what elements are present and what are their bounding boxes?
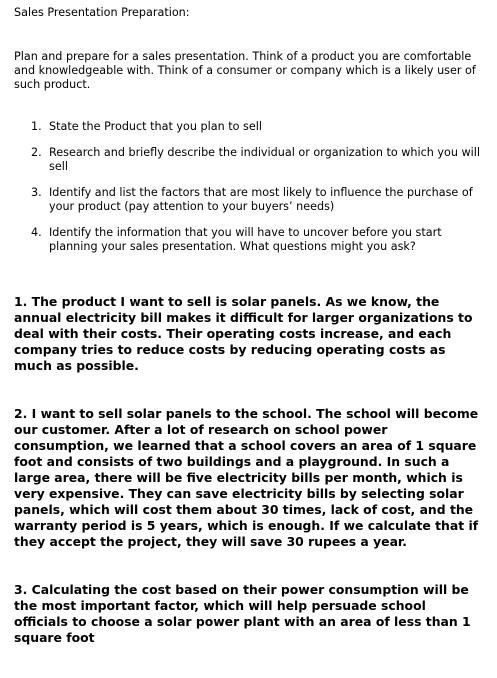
answers-section <box>14 294 484 678</box>
task-text: Identify and list the factors that are most likely to influence the purchase of your product (pay attention to your buyers’ needs) <box>49 186 473 213</box>
task-item <box>14 226 482 254</box>
task-number: 2. <box>31 146 42 159</box>
intro-paragraph: Plan and prepare for a sales presentation. Think of a product you are comfortable and knowledgeable with. Think of a consumer or company which is a likely user of such product. <box>14 50 476 91</box>
answer-paragraph: 3. Calculating the cost based on their power consumption will be the most important factor, which will help persuade school officials to choose a solar power plant with an area of less than 1 square foot <box>14 582 471 645</box>
task-number: 4. <box>31 226 42 239</box>
answer-paragraph: 1. The product I want to sell is solar panels. As we know, the annual electricity bill makes it difficult for larger organizations to deal with their costs. Their operating costs increase, and each company tries to reduce costs by reducing operating costs as much as possible. <box>14 294 473 373</box>
task-text: Research and briefly describe the individual or organization to which you will sell <box>49 146 481 173</box>
task-item <box>14 186 482 214</box>
task-text: State the Product that you plan to sell <box>49 120 262 133</box>
task-item <box>14 146 482 174</box>
task-number: 1. <box>31 120 42 133</box>
answer-paragraph: 2. I want to sell solar panels to the school. The school will become our customer. After a lot of research on school power consumption, we learned that a school covers an area of 1 square foot and consists of two buildings and a playground. In such a large area, there will be five electricity bills per month, which is very expensive. They can save electricity bills by selecting solar panels, which will cost them about 30 times, lack of cost, and the warranty period is 5 years, which is enough. If we calculate that if they accept the project, they will save 30 rupees a year. <box>14 406 479 549</box>
task-text: Identify the information that you will have to uncover before you start planning your sales presentation. What questions might you ask? <box>49 226 442 253</box>
task-item <box>14 120 482 134</box>
task-list <box>14 120 482 266</box>
task-number: 3. <box>31 186 42 199</box>
document-title: Sales Presentation Preparation: <box>14 6 190 19</box>
